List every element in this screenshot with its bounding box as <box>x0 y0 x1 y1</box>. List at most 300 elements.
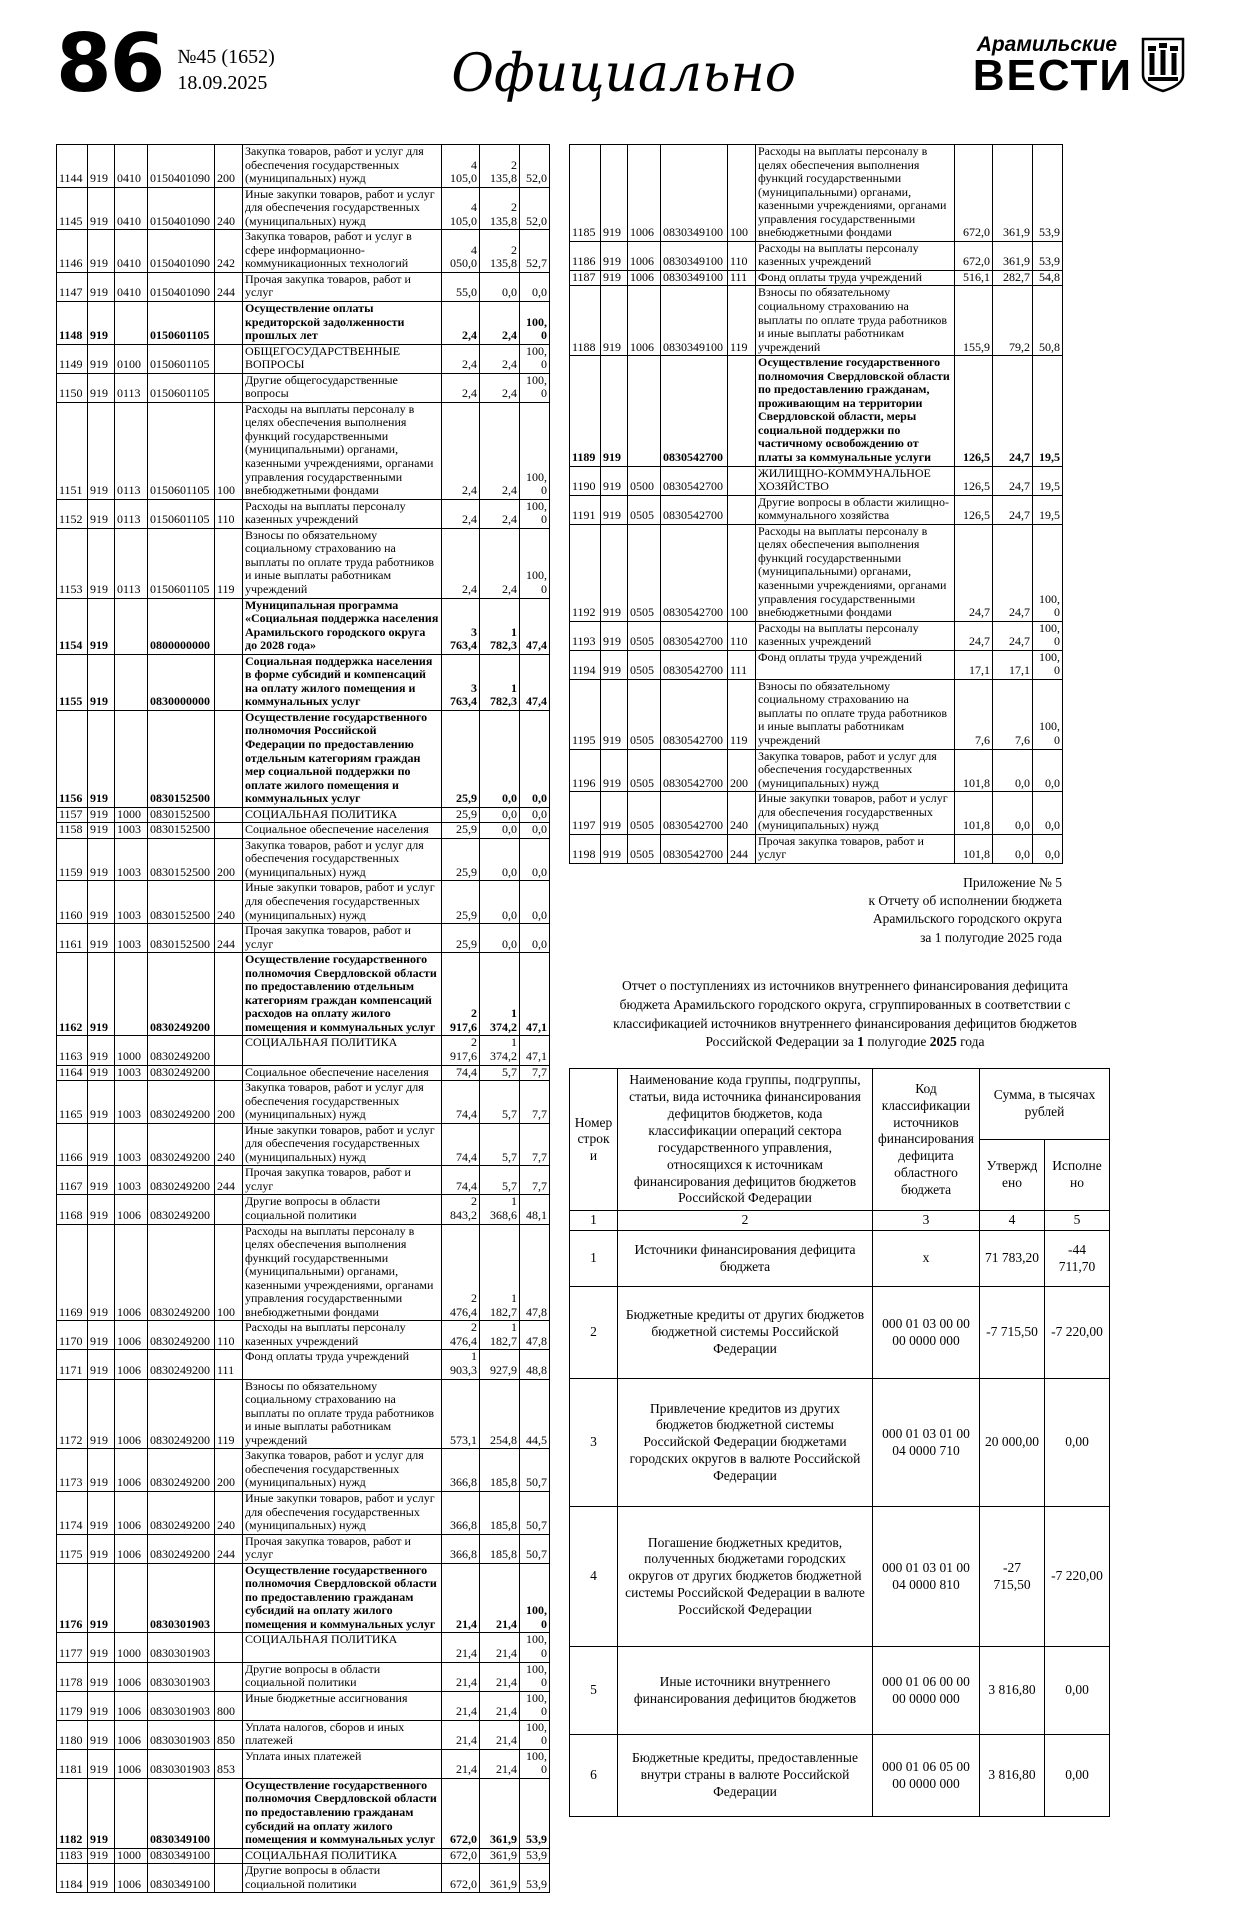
expense-type-cell: 111 <box>728 650 756 679</box>
appendix-note <box>569 874 1062 947</box>
budget-row <box>57 1449 550 1492</box>
budget-row <box>57 1379 550 1449</box>
budget-row <box>57 302 550 345</box>
row-number-cell: 1188 <box>570 286 601 356</box>
approved-cell: -7 715,50 <box>980 1287 1045 1379</box>
expense-type-cell: 244 <box>215 1166 243 1195</box>
name-cell: СОЦИАЛЬНАЯ ПОЛИТИКА <box>243 1848 442 1864</box>
executed-value-cell: 0,0 <box>480 710 520 807</box>
name-cell: Закупка товаров, работ и услуг для обеспечения государственных (муниципальных) нужд <box>243 1449 442 1492</box>
target-article-cell: 0830152500 <box>148 838 215 881</box>
row-number-cell: 1169 <box>57 1224 88 1321</box>
executed-value-cell: 1 182,7 <box>480 1321 520 1350</box>
approved-value-cell: 672,0 <box>955 145 993 242</box>
deficit-report-table <box>569 1068 1110 1817</box>
expense-type-cell <box>728 356 756 466</box>
deficit-numbering-row <box>570 1211 1110 1231</box>
approved-value-cell: 25,9 <box>442 807 480 823</box>
row-number-cell: 1149 <box>57 344 88 373</box>
name-cell: Иные закупки товаров, работ и услуг для обеспечения государственных (муниципальных) нужд <box>243 1491 442 1534</box>
name-cell: Социальное обеспечение населения <box>243 1065 442 1081</box>
approved-value-cell: 25,9 <box>442 924 480 953</box>
name-cell: Иные закупки товаров, работ и услуг для обеспечения государственных (муниципальных) нужд <box>243 1123 442 1166</box>
expense-type-cell: 240 <box>728 792 756 835</box>
expense-type-cell <box>215 1065 243 1081</box>
row-number-cell: 1178 <box>57 1662 88 1691</box>
percent-value-cell: 100,0 <box>520 528 550 598</box>
name-cell: Другие вопросы в области жилищно-коммунального хозяйства <box>756 495 955 524</box>
grbs-code-cell: 919 <box>88 1379 115 1449</box>
percent-value-cell: 0,0 <box>520 924 550 953</box>
section-code-cell: 1006 <box>115 1350 148 1379</box>
approved-cell: 3 816,80 <box>980 1647 1045 1735</box>
row-number-cell: 1179 <box>57 1691 88 1720</box>
name-cell: Закупка товаров, работ и услуг для обеспечения государственных (муниципальных) нужд <box>243 145 442 188</box>
percent-value-cell: 50,7 <box>520 1491 550 1534</box>
approved-value-cell: 21,4 <box>442 1691 480 1720</box>
row-number-cell: 1159 <box>57 838 88 881</box>
section-code-cell: 1006 <box>115 1662 148 1691</box>
section-code-cell <box>628 356 661 466</box>
target-article-cell: 0830542700 <box>661 495 728 524</box>
name-cell: Другие общегосударственные вопросы <box>243 373 442 402</box>
name-cell: Расходы на выплаты персоналу в целях обеспечения выполнения функций государственными (муниципальными) органами, казенными учреждениями, органами управления государственными внебюджетными фондами <box>243 1224 442 1321</box>
budget-row <box>57 1195 550 1224</box>
section-code-cell: 0505 <box>628 495 661 524</box>
approved-value-cell: 24,7 <box>955 621 993 650</box>
target-article-cell: 0830349100 <box>148 1864 215 1893</box>
grbs-code-cell: 919 <box>88 710 115 807</box>
expense-type-cell: 100 <box>728 145 756 242</box>
row-number-cell: 1148 <box>57 302 88 345</box>
expense-type-cell: 100 <box>215 402 243 499</box>
row-number-cell: 1176 <box>57 1563 88 1633</box>
target-article-cell: 0830301903 <box>148 1662 215 1691</box>
name-cell: Иные закупки товаров, работ и услуг для обеспечения государственных (муниципальных) нужд <box>756 792 955 835</box>
executed-value-cell: 24,7 <box>993 524 1033 621</box>
classification-code-cell: 000 01 06 05 00 00 0000 000 <box>873 1735 980 1817</box>
section-code-cell: 1006 <box>115 1864 148 1893</box>
percent-value-cell: 50,7 <box>520 1449 550 1492</box>
executed-value-cell: 2 135,8 <box>480 145 520 188</box>
section-code-cell: 1000 <box>115 1848 148 1864</box>
approved-value-cell: 155,9 <box>955 286 993 356</box>
source-name-cell: Источники финансирования дефицита бюджета <box>618 1231 873 1287</box>
expense-type-cell: 200 <box>215 1081 243 1124</box>
percent-value-cell: 0,0 <box>520 838 550 881</box>
budget-row <box>57 881 550 924</box>
row-number-cell: 6 <box>570 1735 618 1817</box>
left-column <box>56 144 549 1893</box>
approved-value-cell: 2,4 <box>442 302 480 345</box>
approved-value-cell: 2,4 <box>442 373 480 402</box>
executed-value-cell: 5,7 <box>480 1166 520 1195</box>
row-number-cell: 1163 <box>57 1036 88 1065</box>
row-number-cell: 1150 <box>57 373 88 402</box>
row-number-cell: 1158 <box>57 823 88 839</box>
budget-row <box>57 528 550 598</box>
deficit-row <box>570 1379 1110 1507</box>
expense-type-cell: 110 <box>215 1321 243 1350</box>
name-cell: Взносы по обязательному социальному страхованию на выплаты по оплате труда работников и иные выплаты работникам учреждений <box>243 1379 442 1449</box>
grbs-code-cell: 919 <box>601 650 628 679</box>
approved-cell: -27 715,50 <box>980 1507 1045 1647</box>
executed-value-cell: 0,0 <box>480 823 520 839</box>
executed-value-cell: 1 182,7 <box>480 1224 520 1321</box>
approved-value-cell: 7,6 <box>955 679 993 749</box>
row-number-cell: 1146 <box>57 230 88 273</box>
executed-value-cell: 1 374,2 <box>480 953 520 1036</box>
expense-type-cell: 200 <box>215 1449 243 1492</box>
target-article-cell: 0830542700 <box>661 749 728 792</box>
grbs-code-cell: 919 <box>601 286 628 356</box>
section-code-cell: 1006 <box>628 145 661 242</box>
executed-cell: 0,00 <box>1045 1647 1110 1735</box>
grbs-code-cell: 919 <box>88 1321 115 1350</box>
budget-row <box>57 1662 550 1691</box>
executed-value-cell: 361,9 <box>480 1848 520 1864</box>
target-article-cell: 0830542700 <box>661 792 728 835</box>
percent-value-cell: 48,1 <box>520 1195 550 1224</box>
section-code-cell: 1003 <box>115 924 148 953</box>
percent-value-cell: 44,5 <box>520 1379 550 1449</box>
budget-row <box>57 1534 550 1563</box>
executed-value-cell: 21,4 <box>480 1749 520 1778</box>
target-article-cell: 0150401090 <box>148 145 215 188</box>
section-code-cell: 1003 <box>115 1123 148 1166</box>
section-title: Официально <box>451 44 796 104</box>
budget-row <box>57 1491 550 1534</box>
executed-cell: -44 711,70 <box>1045 1231 1110 1287</box>
target-article-cell: 0150601105 <box>148 302 215 345</box>
percent-value-cell: 100,0 <box>520 1633 550 1662</box>
approved-value-cell: 2,4 <box>442 528 480 598</box>
budget-row <box>570 466 1063 495</box>
section-code-cell: 0500 <box>628 466 661 495</box>
executed-cell: -7 220,00 <box>1045 1507 1110 1647</box>
section-code-cell: 0505 <box>628 524 661 621</box>
target-article-cell: 0830542700 <box>661 650 728 679</box>
name-cell: Осуществление государственного полномочия Свердловской области по предоставлению отдельным категориям граждан компенсаций расходов на оплату жилого помещения и коммунальных услуг <box>243 953 442 1036</box>
executed-value-cell: 1 782,3 <box>480 598 520 654</box>
budget-row <box>57 499 550 528</box>
executed-value-cell: 5,7 <box>480 1123 520 1166</box>
grbs-code-cell: 919 <box>88 272 115 301</box>
grbs-code-cell: 919 <box>601 679 628 749</box>
grbs-code-cell: 919 <box>601 834 628 863</box>
target-article-cell: 0830349100 <box>661 286 728 356</box>
executed-value-cell: 2 135,8 <box>480 187 520 230</box>
approved-value-cell: 74,4 <box>442 1166 480 1195</box>
row-number-cell: 1187 <box>570 270 601 286</box>
expense-type-cell: 200 <box>215 145 243 188</box>
budget-row <box>57 1864 550 1893</box>
name-cell: Закупка товаров, работ и услуг для обеспечения государственных (муниципальных) нужд <box>756 749 955 792</box>
target-article-cell: 0830349100 <box>661 270 728 286</box>
approved-value-cell: 126,5 <box>955 495 993 524</box>
expense-type-cell: 110 <box>728 621 756 650</box>
grbs-code-cell: 919 <box>88 1563 115 1633</box>
row-number-cell: 1193 <box>570 621 601 650</box>
appendix-line: Приложение № 5 <box>963 874 1062 890</box>
column-index: 3 <box>873 1211 980 1231</box>
executed-value-cell: 185,8 <box>480 1491 520 1534</box>
page-number: 86 <box>56 17 164 110</box>
name-cell: Осуществление государственного полномочия Свердловской области по предоставлению гражданам, проживающим на территории Свердловской области, меры социальной поддержки по частичному освобождению от платы за коммунальные услуги <box>756 356 955 466</box>
grbs-code-cell: 919 <box>88 1662 115 1691</box>
budget-row <box>57 1166 550 1195</box>
source-name-cell: Бюджетные кредиты, предоставленные внутри страны в валюте Российской Федерации <box>618 1735 873 1817</box>
target-article-cell: 0830301903 <box>148 1563 215 1633</box>
row-number-cell: 1151 <box>57 402 88 499</box>
percent-value-cell: 19,5 <box>1033 356 1063 466</box>
budget-row <box>570 270 1063 286</box>
approved-value-cell: 101,8 <box>955 834 993 863</box>
grbs-code-cell: 919 <box>601 466 628 495</box>
approved-value-cell: 17,1 <box>955 650 993 679</box>
section-code-cell: 1006 <box>115 1720 148 1749</box>
approved-value-cell: 2 843,2 <box>442 1195 480 1224</box>
approved-value-cell: 3 763,4 <box>442 654 480 710</box>
row-number-cell: 1175 <box>57 1534 88 1563</box>
row-number-cell: 1177 <box>57 1633 88 1662</box>
percent-value-cell: 100,0 <box>1033 621 1063 650</box>
percent-value-cell: 0,0 <box>520 823 550 839</box>
grbs-code-cell: 919 <box>88 881 115 924</box>
column-index: 1 <box>570 1211 618 1231</box>
expense-type-cell <box>728 495 756 524</box>
row-number-cell: 1191 <box>570 495 601 524</box>
target-article-cell: 0830249200 <box>148 1449 215 1492</box>
expense-type-cell <box>728 466 756 495</box>
expense-type-cell: 100 <box>728 524 756 621</box>
row-number-cell: 1154 <box>57 598 88 654</box>
expense-type-cell: 100 <box>215 1224 243 1321</box>
classification-code-cell: 000 01 06 00 00 00 0000 000 <box>873 1647 980 1735</box>
source-name-cell: Привлечение кредитов из других бюджетов бюджетной системы Российской Федерации бюджетами городских округов в валюте Российской Федерации <box>618 1379 873 1507</box>
appendix-line: за 1 полугодие 2025 года <box>920 929 1062 945</box>
approved-value-cell: 126,5 <box>955 356 993 466</box>
expense-type-cell <box>215 302 243 345</box>
executed-value-cell: 1 368,6 <box>480 1195 520 1224</box>
grbs-code-cell: 919 <box>88 924 115 953</box>
name-cell: Фонд оплаты труда учреждений <box>756 270 955 286</box>
row-number-cell: 1144 <box>57 145 88 188</box>
section-code-cell: 1003 <box>115 881 148 924</box>
executed-value-cell: 0,0 <box>480 924 520 953</box>
deficit-row <box>570 1287 1110 1379</box>
grbs-code-cell: 919 <box>88 1065 115 1081</box>
grbs-code-cell: 919 <box>88 1449 115 1492</box>
target-article-cell: 0830249200 <box>148 1491 215 1534</box>
budget-row <box>57 953 550 1036</box>
budget-table-right <box>569 144 1063 864</box>
budget-row <box>57 710 550 807</box>
percent-value-cell: 19,5 <box>1033 466 1063 495</box>
name-cell: Иные закупки товаров, работ и услуг для обеспечения государственных (муниципальных) нужд <box>243 187 442 230</box>
row-number-cell: 1182 <box>57 1778 88 1848</box>
grbs-code-cell: 919 <box>601 749 628 792</box>
name-cell: Расходы на выплаты персоналу казенных учреждений <box>243 499 442 528</box>
executed-value-cell: 0,0 <box>480 807 520 823</box>
expense-type-cell <box>215 807 243 823</box>
section-code-cell: 1006 <box>115 1491 148 1534</box>
approved-value-cell: 126,5 <box>955 466 993 495</box>
brand-text <box>972 33 1133 100</box>
classification-code-cell: 000 01 03 01 00 04 0000 810 <box>873 1507 980 1647</box>
row-number-cell: 1174 <box>57 1491 88 1534</box>
target-article-cell: 0830542700 <box>661 524 728 621</box>
name-cell: Прочая закупка товаров, работ и услуг <box>243 924 442 953</box>
name-cell: ЖИЛИЩНО-КОММУНАЛЬНОЕ ХОЗЯЙСТВО <box>756 466 955 495</box>
name-cell: Другие вопросы в области социальной политики <box>243 1864 442 1893</box>
expense-type-cell: 850 <box>215 1720 243 1749</box>
expense-type-cell: 853 <box>215 1749 243 1778</box>
budget-row <box>57 1633 550 1662</box>
grbs-code-cell: 919 <box>601 524 628 621</box>
expense-type-cell: 119 <box>728 286 756 356</box>
deficit-row <box>570 1231 1110 1287</box>
grbs-code-cell: 919 <box>88 807 115 823</box>
name-cell: Прочая закупка товаров, работ и услуг <box>243 272 442 301</box>
budget-row <box>57 1848 550 1864</box>
executed-value-cell: 0,0 <box>993 834 1033 863</box>
target-article-cell: 0150401090 <box>148 272 215 301</box>
name-cell: Взносы по обязательному социальному страхованию на выплаты по оплате труда работников и иные выплаты работникам учреждений <box>243 528 442 598</box>
row-number-cell: 1184 <box>57 1864 88 1893</box>
row-number-cell: 1164 <box>57 1065 88 1081</box>
percent-value-cell: 100,0 <box>520 402 550 499</box>
budget-row <box>570 241 1063 270</box>
col-header-sum: Сумма, в тысячах рублей <box>980 1069 1110 1140</box>
row-number-cell: 1172 <box>57 1379 88 1449</box>
budget-row <box>57 1350 550 1379</box>
classification-code-cell: 000 01 03 01 00 04 0000 710 <box>873 1379 980 1507</box>
grbs-code-cell: 919 <box>88 1491 115 1534</box>
row-number-cell: 1171 <box>57 1350 88 1379</box>
section-code-cell <box>115 710 148 807</box>
executed-value-cell: 1 782,3 <box>480 654 520 710</box>
budget-row <box>57 1321 550 1350</box>
section-code-cell: 0505 <box>628 679 661 749</box>
percent-value-cell: 100,0 <box>520 1691 550 1720</box>
budget-row <box>57 344 550 373</box>
section-code-cell: 0113 <box>115 373 148 402</box>
row-number-cell: 1173 <box>57 1449 88 1492</box>
approved-value-cell: 573,1 <box>442 1379 480 1449</box>
name-cell: Уплата налогов, сборов и иных платежей <box>243 1720 442 1749</box>
percent-value-cell: 0,0 <box>1033 792 1063 835</box>
row-number-cell: 1167 <box>57 1166 88 1195</box>
grbs-code-cell: 919 <box>88 1848 115 1864</box>
executed-value-cell: 24,7 <box>993 621 1033 650</box>
approved-value-cell: 366,8 <box>442 1491 480 1534</box>
section-code-cell <box>115 598 148 654</box>
percent-value-cell: 48,8 <box>520 1350 550 1379</box>
row-number-cell: 1147 <box>57 272 88 301</box>
grbs-code-cell: 919 <box>88 598 115 654</box>
name-cell: Прочая закупка товаров, работ и услуг <box>243 1166 442 1195</box>
name-cell: СОЦИАЛЬНАЯ ПОЛИТИКА <box>243 1633 442 1662</box>
percent-value-cell: 100,0 <box>520 1563 550 1633</box>
target-article-cell: 0150601105 <box>148 373 215 402</box>
name-cell: Иные закупки товаров, работ и услуг для обеспечения государственных (муниципальных) нужд <box>243 881 442 924</box>
budget-row <box>570 524 1063 621</box>
executed-value-cell: 21,4 <box>480 1720 520 1749</box>
name-cell: Фонд оплаты труда учреждений <box>756 650 955 679</box>
grbs-code-cell: 919 <box>88 1778 115 1848</box>
target-article-cell: 0830542700 <box>661 679 728 749</box>
target-article-cell: 0830249200 <box>148 1534 215 1563</box>
percent-value-cell: 0,0 <box>520 272 550 301</box>
percent-value-cell: 47,8 <box>520 1224 550 1321</box>
deficit-header-row <box>570 1069 1110 1140</box>
name-cell: Фонд оплаты труда учреждений <box>243 1350 442 1379</box>
deficit-row <box>570 1507 1110 1647</box>
approved-value-cell: 4 105,0 <box>442 145 480 188</box>
brand-name-top: Арамильские <box>976 33 1118 56</box>
executed-value-cell: 5,7 <box>480 1081 520 1124</box>
approved-value-cell: 25,9 <box>442 838 480 881</box>
budget-table-left <box>56 144 550 1893</box>
section-code-cell: 0410 <box>115 145 148 188</box>
target-article-cell: 0830301903 <box>148 1749 215 1778</box>
budget-row <box>570 834 1063 863</box>
section-code-cell: 0505 <box>628 834 661 863</box>
issue-block <box>177 26 274 96</box>
target-article-cell: 0830152500 <box>148 710 215 807</box>
row-number-cell: 1161 <box>57 924 88 953</box>
section-code-cell: 1006 <box>115 1195 148 1224</box>
percent-value-cell: 100,0 <box>1033 650 1063 679</box>
col-header-code: Код классификации источников финансирования дефицита областного бюджета <box>873 1069 980 1211</box>
target-article-cell: 0830152500 <box>148 823 215 839</box>
executed-value-cell: 0,0 <box>480 272 520 301</box>
target-article-cell: 0830249200 <box>148 1123 215 1166</box>
budget-row <box>570 495 1063 524</box>
grbs-code-cell: 919 <box>88 344 115 373</box>
report-title-main: Отчет о поступлениях из источников внутреннего финансирования дефицита бюджета Арамильского городского округа, сгруппированных в соответствии с классификацией источников внутреннего финансирования дефицитов бюджетов <box>613 977 1077 1031</box>
target-article-cell: 0830542700 <box>661 834 728 863</box>
percent-value-cell: 53,9 <box>1033 145 1063 242</box>
budget-row <box>57 807 550 823</box>
section-code-cell: 0505 <box>628 749 661 792</box>
executed-cell: -7 220,00 <box>1045 1287 1110 1379</box>
percent-value-cell: 47,8 <box>520 1321 550 1350</box>
section-code-cell: 0113 <box>115 528 148 598</box>
expense-type-cell: 111 <box>215 1350 243 1379</box>
approved-value-cell: 21,4 <box>442 1720 480 1749</box>
budget-row <box>570 749 1063 792</box>
expense-type-cell: 200 <box>215 838 243 881</box>
executed-value-cell: 2,4 <box>480 373 520 402</box>
percent-value-cell: 100,0 <box>1033 524 1063 621</box>
issue-date: 18.09.2025 <box>177 72 268 94</box>
executed-value-cell: 2,4 <box>480 528 520 598</box>
expense-type-cell <box>215 1195 243 1224</box>
budget-row <box>57 1720 550 1749</box>
section-code-cell: 1000 <box>115 1633 148 1662</box>
approved-value-cell: 2,4 <box>442 499 480 528</box>
row-number-cell: 1152 <box>57 499 88 528</box>
approved-value-cell: 74,4 <box>442 1123 480 1166</box>
row-number-cell: 1186 <box>570 241 601 270</box>
percent-value-cell: 0,0 <box>1033 834 1063 863</box>
executed-value-cell: 185,8 <box>480 1449 520 1492</box>
approved-cell: 20 000,00 <box>980 1379 1045 1507</box>
percent-value-cell: 100,0 <box>520 1749 550 1778</box>
executed-value-cell: 2,4 <box>480 302 520 345</box>
